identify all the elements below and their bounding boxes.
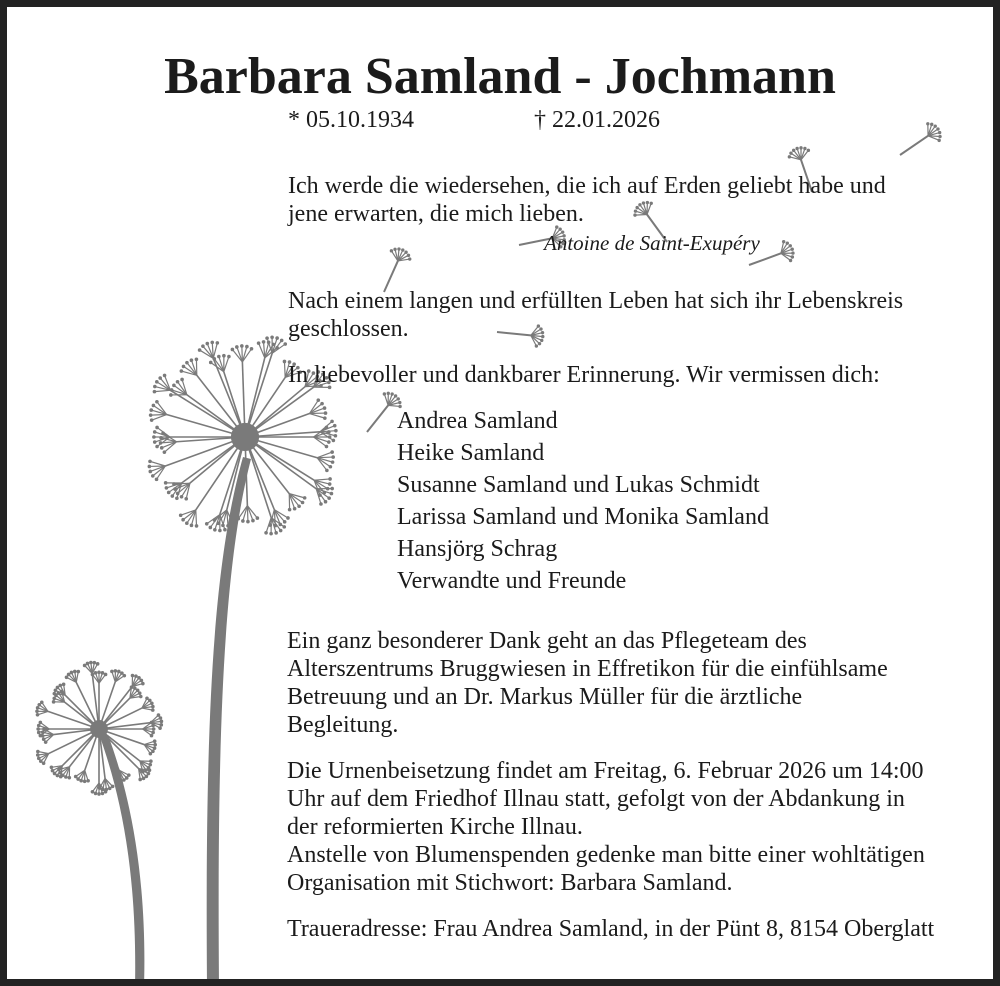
mourning-address: Traueradresse: Frau Andrea Samland, in der Pünt 8, 8154 Oberglatt [287,916,935,942]
mourner-name: Heike Samland [397,440,545,466]
thanks-line: Alterszentrums Bruggwiesen in Effretikon für die einfühlsame [287,656,888,682]
death-date: † 22.01.2026 [534,107,660,133]
ceremony-text [287,757,925,897]
ceremony-line: Uhr auf dem Friedhof Illnau statt, gefolgt von der Abdankung in [287,786,905,812]
mourner-name: Larissa Samland und Monika Samland [397,504,769,530]
ceremony-line: der reformierten Kirche Illnau. [287,814,583,840]
farewell-line: geschlossen. [288,316,409,342]
farewell-text [288,287,903,343]
quote-line: Ich werde die wiedersehen, die ich auf Erden geliebt habe und [288,173,886,199]
ceremony-line: Anstelle von Blumenspenden gedenke man bitte einer wohltätigen [287,842,925,868]
quote-author: Antoine de Saint-Exupéry [544,231,760,255]
remembrance-text: In liebevoller und dankbarer Erinnerung. Wir vermissen dich: [288,362,880,388]
mourner-list [397,407,769,599]
thanks-text [287,627,888,739]
thanks-line: Begleitung. [287,712,399,738]
ceremony-line: Organisation mit Stichwort: Barbara Samland. [287,870,733,896]
deceased-name: Barbara Samland - Jochmann [164,48,836,105]
mourner-name: Verwandte und Freunde [397,568,627,594]
farewell-line: Nach einem langen und erfüllten Leben hat sich ihr Lebenskreis [288,288,904,314]
quote-line: jene erwarten, die mich lieben. [288,201,584,227]
dandelion-large-stem [207,457,251,986]
dandelion-small-icon [35,661,163,796]
mourner-name: Andrea Samland [397,408,558,434]
thanks-line: Ein ganz besonderer Dank geht an das Pflegeteam des [287,628,807,654]
quote [288,172,886,228]
birth-date: * 05.10.1934 [288,107,414,133]
ceremony-line: Die Urnenbeisetzung findet am Freitag, 6. Februar 2026 um 14:00 [287,758,924,784]
mourner-name: Susanne Samland und Lukas Schmidt [397,472,760,498]
mourner-name: Hansjörg Schrag [397,536,558,562]
thanks-line: Betreuung und an Dr. Markus Müller für die ärztliche [287,684,803,710]
